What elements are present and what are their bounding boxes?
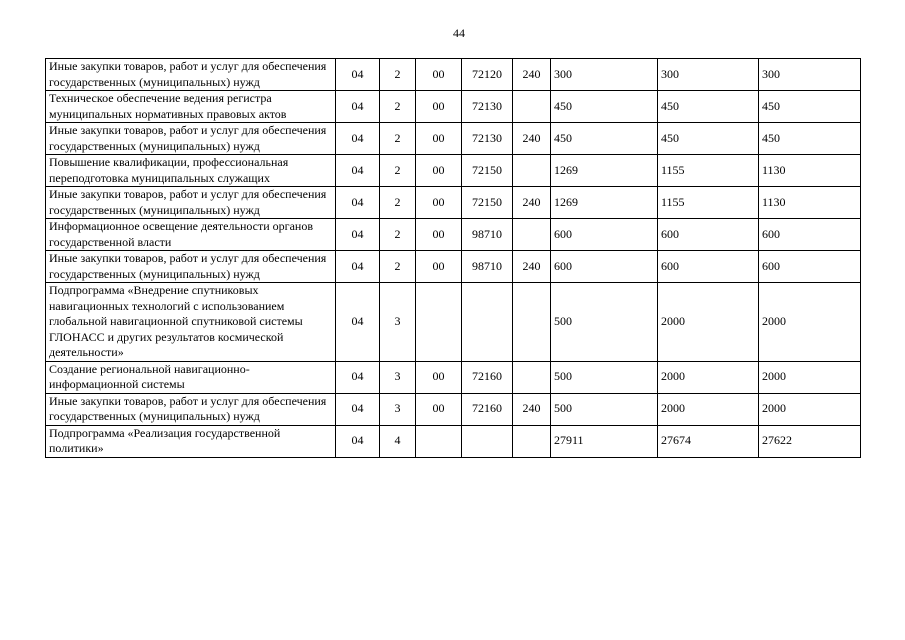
- table-body: [46, 59, 861, 458]
- cell-target-article: 72150: [462, 187, 513, 219]
- cell-item-name: Информационное освещение деятельности органов государственной власти: [46, 219, 336, 251]
- cell-subsection: 2: [380, 91, 416, 123]
- cell-program: 00: [416, 393, 462, 425]
- cell-amount-year-3: 1130: [759, 187, 861, 219]
- cell-subsection: 2: [380, 59, 416, 91]
- cell-amount-year-1: 450: [551, 123, 658, 155]
- cell-amount-year-2: 2000: [658, 361, 759, 393]
- page-number: 44: [453, 26, 465, 40]
- cell-amount-year-1: 300: [551, 59, 658, 91]
- cell-section: 04: [336, 251, 380, 283]
- cell-amount-year-2: 300: [658, 59, 759, 91]
- table-row: [46, 393, 861, 425]
- cell-section: 04: [336, 59, 380, 91]
- cell-subsection: 4: [380, 425, 416, 457]
- cell-program: 00: [416, 361, 462, 393]
- table-row: [46, 59, 861, 91]
- cell-subsection: 2: [380, 187, 416, 219]
- cell-item-name: Иные закупки товаров, работ и услуг для обеспечения государственных (муниципальных) нужд: [46, 187, 336, 219]
- table-row: [46, 251, 861, 283]
- cell-target-article: [462, 283, 513, 362]
- cell-program: 00: [416, 59, 462, 91]
- table-row: [46, 425, 861, 457]
- cell-subsection: 3: [380, 283, 416, 362]
- cell-amount-year-3: 2000: [759, 283, 861, 362]
- cell-target-article: 98710: [462, 251, 513, 283]
- cell-item-name: Подпрограмма «Реализация государственной политики»: [46, 425, 336, 457]
- cell-amount-year-2: 2000: [658, 393, 759, 425]
- cell-program: 00: [416, 251, 462, 283]
- cell-expense-type: [513, 283, 551, 362]
- cell-amount-year-2: 600: [658, 219, 759, 251]
- cell-amount-year-1: 450: [551, 91, 658, 123]
- cell-amount-year-1: 500: [551, 283, 658, 362]
- table-row: [46, 361, 861, 393]
- cell-amount-year-1: 600: [551, 219, 658, 251]
- cell-section: 04: [336, 361, 380, 393]
- cell-amount-year-2: 600: [658, 251, 759, 283]
- cell-expense-type: [513, 361, 551, 393]
- cell-section: 04: [336, 219, 380, 251]
- cell-section: 04: [336, 91, 380, 123]
- cell-expense-type: [513, 219, 551, 251]
- cell-expense-type: [513, 425, 551, 457]
- table-row: [46, 155, 861, 187]
- cell-amount-year-2: 1155: [658, 155, 759, 187]
- cell-subsection: 3: [380, 393, 416, 425]
- table-row: [46, 123, 861, 155]
- table-row: [46, 219, 861, 251]
- cell-amount-year-3: 27622: [759, 425, 861, 457]
- cell-amount-year-3: 2000: [759, 361, 861, 393]
- cell-subsection: 3: [380, 361, 416, 393]
- cell-amount-year-1: 1269: [551, 187, 658, 219]
- cell-amount-year-3: 1130: [759, 155, 861, 187]
- cell-target-article: 72130: [462, 123, 513, 155]
- cell-section: 04: [336, 283, 380, 362]
- cell-program: 00: [416, 219, 462, 251]
- cell-amount-year-1: 500: [551, 393, 658, 425]
- cell-program: [416, 425, 462, 457]
- cell-target-article: 72150: [462, 155, 513, 187]
- cell-expense-type: 240: [513, 187, 551, 219]
- cell-amount-year-3: 450: [759, 91, 861, 123]
- cell-target-article: [462, 425, 513, 457]
- cell-item-name: Иные закупки товаров, работ и услуг для обеспечения государственных (муниципальных) нужд: [46, 59, 336, 91]
- cell-subsection: 2: [380, 123, 416, 155]
- cell-section: 04: [336, 187, 380, 219]
- cell-program: [416, 283, 462, 362]
- cell-amount-year-1: 500: [551, 361, 658, 393]
- cell-target-article: 98710: [462, 219, 513, 251]
- cell-section: 04: [336, 123, 380, 155]
- cell-expense-type: [513, 155, 551, 187]
- cell-amount-year-3: 450: [759, 123, 861, 155]
- cell-amount-year-2: 2000: [658, 283, 759, 362]
- cell-amount-year-3: 300: [759, 59, 861, 91]
- cell-target-article: 72160: [462, 361, 513, 393]
- cell-amount-year-1: 1269: [551, 155, 658, 187]
- cell-section: 04: [336, 155, 380, 187]
- cell-item-name: Создание региональной навигационно-информационной системы: [46, 361, 336, 393]
- cell-program: 00: [416, 187, 462, 219]
- cell-section: 04: [336, 425, 380, 457]
- cell-subsection: 2: [380, 219, 416, 251]
- cell-amount-year-1: 27911: [551, 425, 658, 457]
- cell-program: 00: [416, 123, 462, 155]
- cell-item-name: Подпрограмма «Внедрение спутниковых навигационных технологий с использованием глобальной навигационной спутниковой системы ГЛОНАСС и других результатов космической деятельности»: [46, 283, 336, 362]
- cell-amount-year-1: 600: [551, 251, 658, 283]
- table-row: [46, 283, 861, 362]
- cell-amount-year-3: 2000: [759, 393, 861, 425]
- cell-expense-type: 240: [513, 123, 551, 155]
- table-row: [46, 91, 861, 123]
- cell-amount-year-2: 1155: [658, 187, 759, 219]
- cell-item-name: Техническое обеспечение ведения регистра муниципальных нормативных правовых актов: [46, 91, 336, 123]
- cell-expense-type: 240: [513, 393, 551, 425]
- cell-expense-type: 240: [513, 59, 551, 91]
- cell-program: 00: [416, 155, 462, 187]
- cell-item-name: Иные закупки товаров, работ и услуг для обеспечения государственных (муниципальных) нужд: [46, 393, 336, 425]
- cell-item-name: Повышение квалификации, профессиональная переподготовка муниципальных служащих: [46, 155, 336, 187]
- cell-program: 00: [416, 91, 462, 123]
- cell-amount-year-3: 600: [759, 251, 861, 283]
- cell-item-name: Иные закупки товаров, работ и услуг для обеспечения государственных (муниципальных) нужд: [46, 123, 336, 155]
- cell-amount-year-3: 600: [759, 219, 861, 251]
- table-row: [46, 187, 861, 219]
- cell-target-article: 72130: [462, 91, 513, 123]
- budget-table: [45, 58, 861, 458]
- cell-amount-year-2: 450: [658, 91, 759, 123]
- cell-expense-type: [513, 91, 551, 123]
- cell-subsection: 2: [380, 155, 416, 187]
- cell-amount-year-2: 27674: [658, 425, 759, 457]
- cell-amount-year-2: 450: [658, 123, 759, 155]
- cell-target-article: 72160: [462, 393, 513, 425]
- cell-target-article: 72120: [462, 59, 513, 91]
- cell-item-name: Иные закупки товаров, работ и услуг для обеспечения государственных (муниципальных) нужд: [46, 251, 336, 283]
- cell-subsection: 2: [380, 251, 416, 283]
- cell-section: 04: [336, 393, 380, 425]
- cell-expense-type: 240: [513, 251, 551, 283]
